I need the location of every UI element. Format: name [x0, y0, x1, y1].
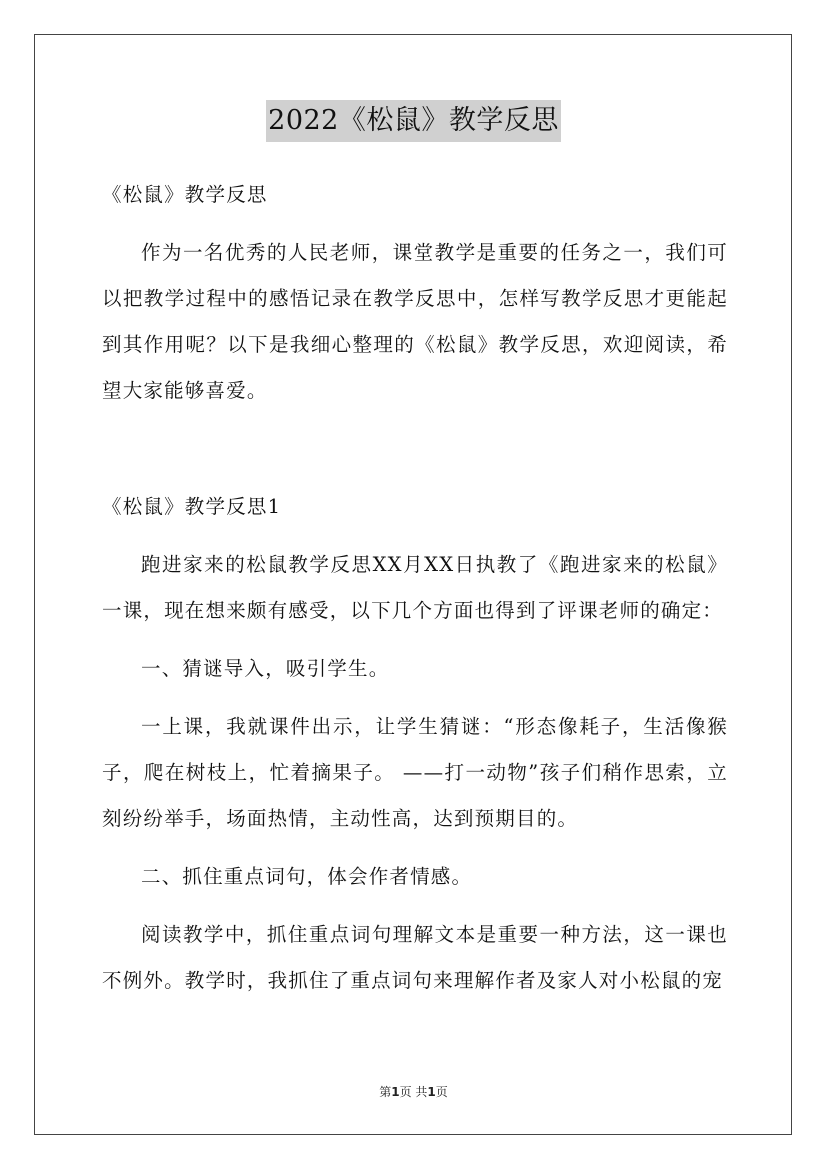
section-heading-1: 《松鼠》教学反思1 — [102, 495, 282, 518]
page-footer — [0, 1083, 827, 1100]
page-total-number: 1 — [427, 1085, 436, 1099]
paragraph-3: 阅读教学中，抓住重点词句理解文本是重要一种方法，这一课也不例外。教学时，我抓住了重点词句来理解作者及家人对小松鼠的宠 — [102, 923, 728, 992]
paragraph-2: 一上课，我就课件出示，让学生猜谜：“形态像耗子，生活像猴子，爬在树枝上，忙着摘果子。 ——打一动物”孩子们稍作思索，立刻纷纷举手，场面热情，主动性高，达到预期目的。 — [102, 715, 728, 830]
page-label-prefix: 第 — [379, 1085, 392, 1099]
page-label-suffix: 页 — [435, 1085, 448, 1099]
section-heading-intro: 《松鼠》教学反思 — [102, 183, 268, 206]
title-container — [0, 100, 827, 142]
subheading-1: 一、猜谜导入，吸引学生。 — [141, 657, 390, 680]
paragraph-1: 跑进家来的松鼠教学反思XX月XX日执教了《跑进家来的松鼠》一课，现在想来颇有感受，以下几个方面也得到了评课老师的确定： — [102, 553, 728, 622]
paragraph-intro: 作为一名优秀的人民老师，课堂教学是重要的任务之一，我们可以把教学过程中的感悟记录在教学反思中，怎样写教学反思才更能起到其作用呢？以下是我细心整理的《松鼠》教学反思，欢迎阅读，希望大家能够喜爱。 — [102, 241, 728, 402]
document-body — [102, 172, 728, 1016]
subheading-2: 二、抓住重点词句，体会作者情感。 — [141, 865, 473, 888]
page-label-mid: 页 共 — [399, 1085, 428, 1099]
document-title: 2022《松鼠》教学反思 — [266, 100, 561, 142]
page-current-number: 1 — [391, 1085, 400, 1099]
